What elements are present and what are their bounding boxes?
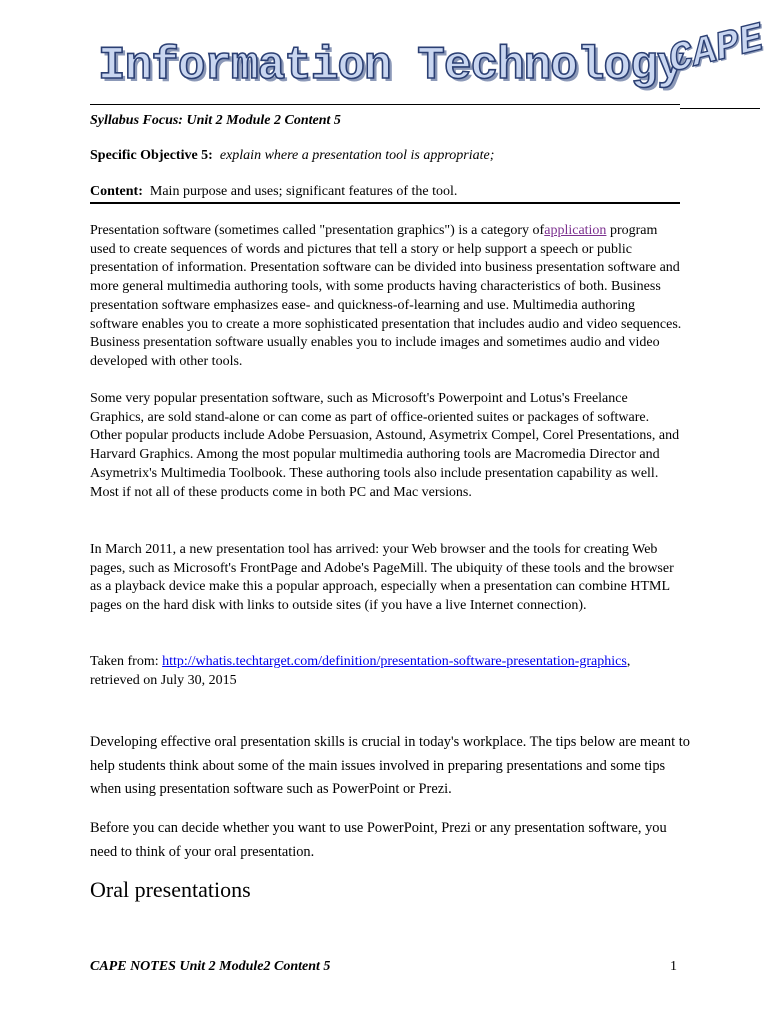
header-rule-extension bbox=[680, 108, 760, 109]
paragraph-1-start: Presentation software (sometimes called "presentation graphics") is a category of bbox=[90, 223, 545, 238]
section-heading: Oral presentations bbox=[90, 877, 251, 902]
content-line bbox=[90, 183, 457, 201]
banner-logo bbox=[98, 15, 764, 102]
banner-cape-label: CAPE bbox=[668, 15, 764, 86]
paragraph-3: In March 2011, a new presentation tool has arrived: your Web browser and the tools for creating Web pages, such as Microsoft's FrontPage and Adobe's PageMill. The ubiquity of these tools and the browser as a playback device make this a popular approach, especially when a presentation can combine HTML pages on the hard disk with links to outside sites (if you have a live Internet connection). bbox=[90, 542, 674, 614]
objective-text: explain where a presentation tool is appropriate; bbox=[219, 148, 495, 163]
header-rule bbox=[90, 104, 680, 105]
paragraph-1 bbox=[90, 222, 682, 372]
syllabus-focus: Syllabus Focus: Unit 2 Module 2 Content 5 bbox=[90, 113, 341, 128]
content-rule bbox=[90, 202, 680, 204]
paragraph-1-rest: program used to create sequences of words and pictures that tell a story or help support a speech or public presentation of information. Presentation software can be divided into business presentation software and more general multimedia authoring tools, with some products having characteristics of both. Business presentation software emphasizes ease- and quickness-of-learning and use. Multimedia authoring software enables you to create a more sophisticated presentation that includes audio and video sequences. Business presentation software usually enables you to include images and sometimes audio and video developed with other tools. bbox=[90, 223, 682, 369]
application-link[interactable]: application bbox=[544, 223, 607, 238]
page-number: 1 bbox=[670, 959, 677, 974]
source-link[interactable]: http://whatis.techtarget.com/definition/presentation-software-presentation-graphics bbox=[162, 654, 627, 669]
objective-label: Specific Objective 5: bbox=[90, 148, 213, 163]
content-text: Main purpose and uses; significant features of the tool. bbox=[149, 184, 458, 199]
footer-text: CAPE NOTES Unit 2 Module2 Content 5 bbox=[90, 959, 331, 974]
source-comma: , bbox=[626, 654, 631, 669]
specific-objective bbox=[90, 147, 494, 165]
source-citation bbox=[90, 653, 682, 690]
source-label: Taken from: bbox=[90, 654, 163, 669]
paragraph-5: Before you can decide whether you want to use PowerPoint, Prezi or any presentation software, you need to think of your oral presentation. bbox=[90, 820, 667, 860]
paragraph-4: Developing effective oral presentation skills is crucial in today's workplace. The tips below are meant to help students think about some of the main issues involved in preparing presentations and some tips when using presentation software such as PowerPoint or Prezi. bbox=[90, 734, 690, 797]
paragraph-2: Some very popular presentation software, such as Microsoft's Powerpoint and Lotus's Freelance Graphics, are sold stand-alone or can come as part of office-oriented suites or packages of software. Other popular products include Adobe Persuasion, Astound, Asymetrix Compel, Corel Presentations, and Harvard Graphics. Among the most popular multimedia authoring tools are Macromedia Director and Asymetrix's Multimedia Toolbook. These authoring tools also include presentation capability as well. Most if not all of these products come in both PC and Mac versions. bbox=[90, 391, 680, 500]
retrieved-date: retrieved on July 30, 2015 bbox=[90, 672, 237, 688]
content-label: Content: bbox=[90, 184, 143, 199]
banner-title: Information Technology bbox=[98, 40, 684, 92]
